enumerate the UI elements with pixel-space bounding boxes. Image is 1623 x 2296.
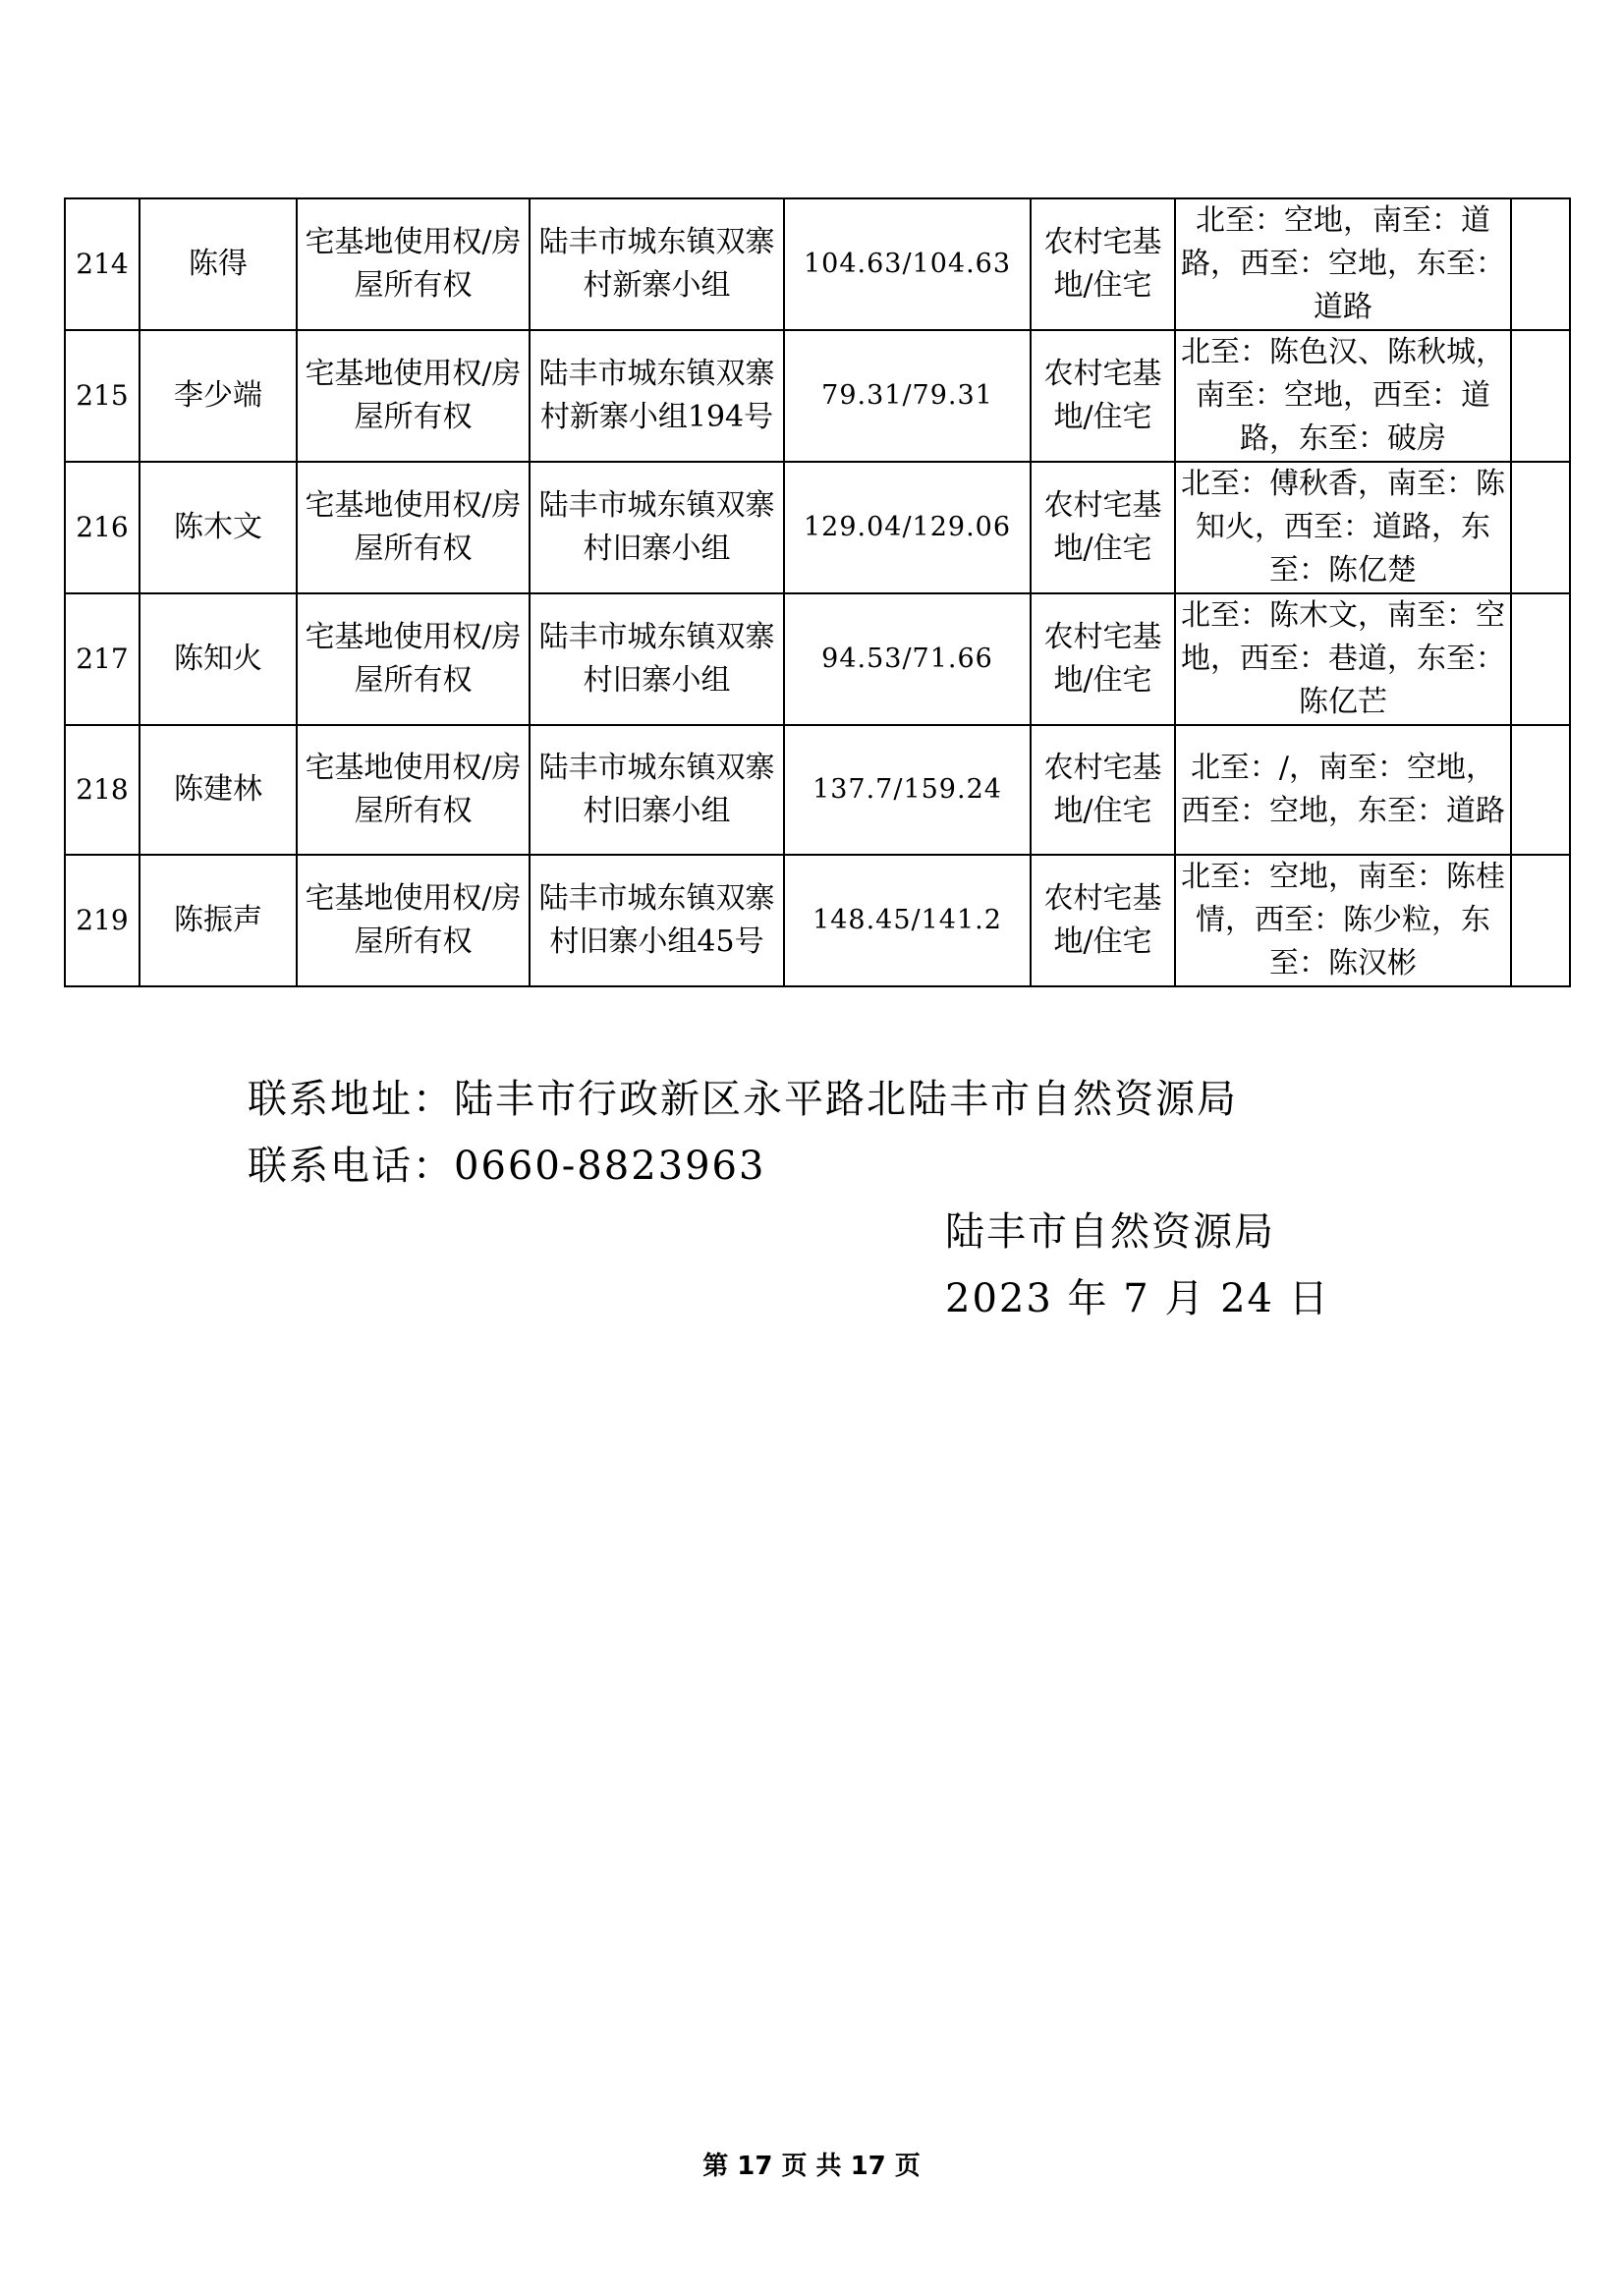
land-use: 农村宅基地/住宅 bbox=[1031, 330, 1175, 462]
right-type: 宅基地使用权/房屋所有权 bbox=[297, 462, 530, 593]
table-row bbox=[65, 593, 1570, 725]
area: 79.31/79.31 bbox=[784, 330, 1031, 462]
area: 148.45/141.2 bbox=[784, 855, 1031, 986]
location: 陆丰市城东镇双寨村旧寨小组 bbox=[530, 725, 784, 855]
right-type: 宅基地使用权/房屋所有权 bbox=[297, 198, 530, 330]
boundaries: 北至：空地，南至：陈桂情，西至：陈少粒，东至：陈汉彬 bbox=[1175, 855, 1511, 986]
owner-name: 陈知火 bbox=[140, 593, 297, 725]
signoff-date: 2023 年 7 月 24 日 bbox=[945, 1276, 1330, 1321]
owner-name: 陈得 bbox=[140, 198, 297, 330]
location: 陆丰市城东镇双寨村旧寨小组 bbox=[530, 462, 784, 593]
note bbox=[1511, 462, 1570, 593]
location: 陆丰市城东镇双寨村新寨小组 bbox=[530, 198, 784, 330]
row-number: 214 bbox=[65, 198, 140, 330]
location: 陆丰市城东镇双寨村新寨小组194号 bbox=[530, 330, 784, 462]
owner-name: 李少端 bbox=[140, 330, 297, 462]
note bbox=[1511, 593, 1570, 725]
table-row bbox=[65, 462, 1570, 593]
signoff-agency: 陆丰市自然资源局 bbox=[945, 1209, 1275, 1255]
right-type: 宅基地使用权/房屋所有权 bbox=[297, 855, 530, 986]
row-number: 218 bbox=[65, 725, 140, 855]
registry-table bbox=[64, 197, 1571, 987]
table-row bbox=[65, 855, 1570, 986]
area: 129.04/129.06 bbox=[784, 462, 1031, 593]
land-use: 农村宅基地/住宅 bbox=[1031, 462, 1175, 593]
land-use: 农村宅基地/住宅 bbox=[1031, 855, 1175, 986]
note bbox=[1511, 330, 1570, 462]
land-use: 农村宅基地/住宅 bbox=[1031, 593, 1175, 725]
table-row bbox=[65, 330, 1570, 462]
land-use: 农村宅基地/住宅 bbox=[1031, 725, 1175, 855]
note bbox=[1511, 198, 1570, 330]
boundaries: 北至：陈木文，南至：空地，西至：巷道，东至：陈亿芒 bbox=[1175, 593, 1511, 725]
row-number: 217 bbox=[65, 593, 140, 725]
page-footer: 第 17 页 共 17 页 bbox=[702, 2152, 921, 2181]
right-type: 宅基地使用权/房屋所有权 bbox=[297, 593, 530, 725]
contact-address: 联系地址：陆丰市行政新区永平路北陆丰市自然资源局 bbox=[248, 1077, 1238, 1122]
boundaries: 北至：空地，南至：道路，西至：空地，东至：道路 bbox=[1175, 198, 1511, 330]
note bbox=[1511, 855, 1570, 986]
area: 137.7/159.24 bbox=[784, 725, 1031, 855]
row-number: 216 bbox=[65, 462, 140, 593]
right-type: 宅基地使用权/房屋所有权 bbox=[297, 725, 530, 855]
note bbox=[1511, 725, 1570, 855]
row-number: 215 bbox=[65, 330, 140, 462]
boundaries: 北至：/，南至：空地，西至：空地，东至：道路 bbox=[1175, 725, 1511, 855]
table-row bbox=[65, 198, 1570, 330]
area: 94.53/71.66 bbox=[784, 593, 1031, 725]
contact-phone: 联系电话：0660-8823963 bbox=[248, 1144, 766, 1189]
area: 104.63/104.63 bbox=[784, 198, 1031, 330]
location: 陆丰市城东镇双寨村旧寨小组45号 bbox=[530, 855, 784, 986]
owner-name: 陈木文 bbox=[140, 462, 297, 593]
location: 陆丰市城东镇双寨村旧寨小组 bbox=[530, 593, 784, 725]
boundaries: 北至：陈色汉、陈秋城，南至：空地，西至：道路，东至：破房 bbox=[1175, 330, 1511, 462]
boundaries: 北至：傅秋香，南至：陈知火，西至：道路，东至：陈亿楚 bbox=[1175, 462, 1511, 593]
table-row bbox=[65, 725, 1570, 855]
right-type: 宅基地使用权/房屋所有权 bbox=[297, 330, 530, 462]
row-number: 219 bbox=[65, 855, 140, 986]
owner-name: 陈振声 bbox=[140, 855, 297, 986]
owner-name: 陈建林 bbox=[140, 725, 297, 855]
land-use: 农村宅基地/住宅 bbox=[1031, 198, 1175, 330]
